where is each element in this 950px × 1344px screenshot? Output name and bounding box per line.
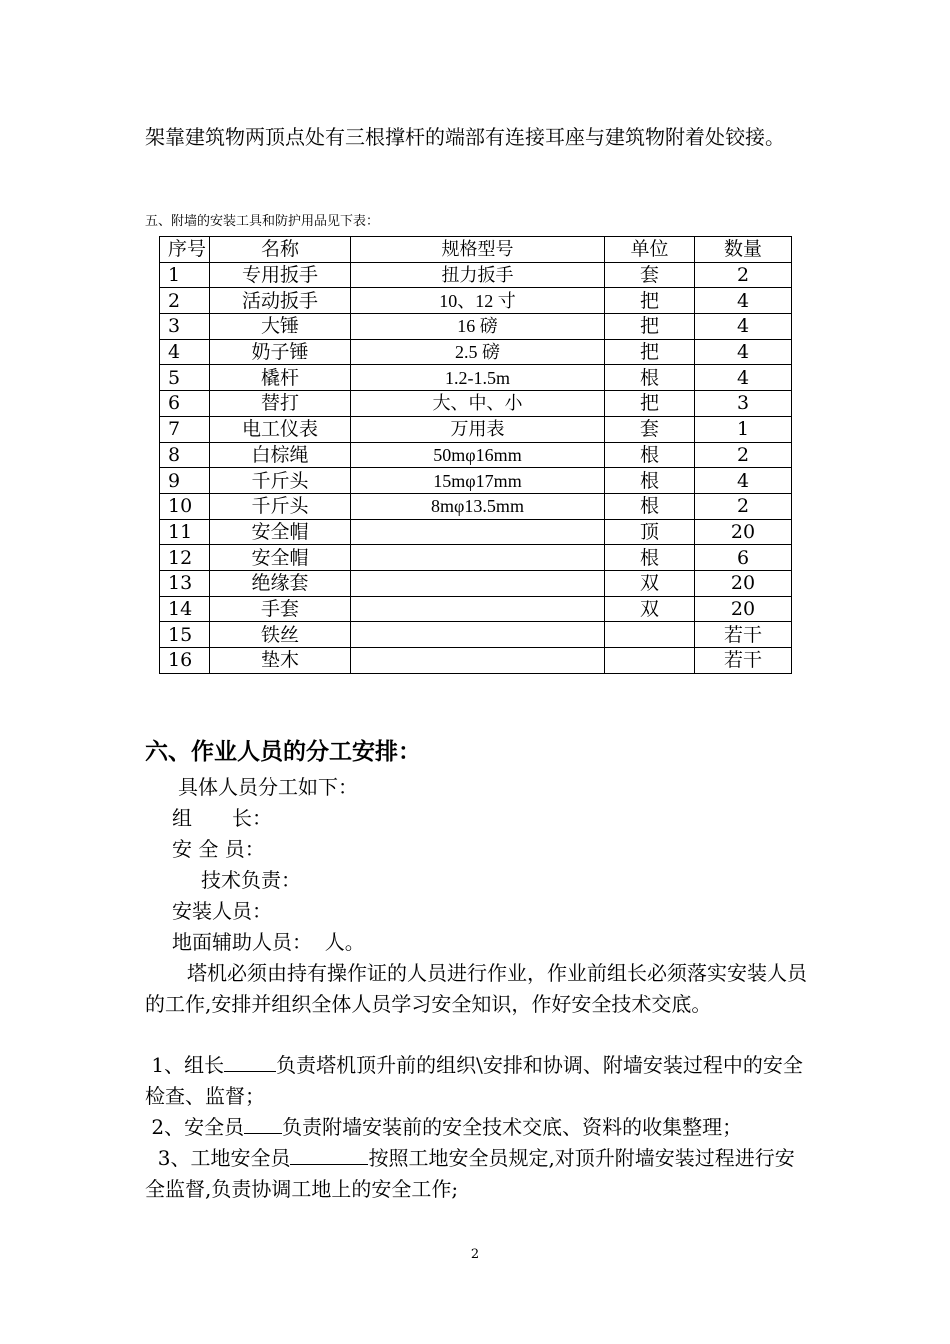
table-cell: 白棕绳 bbox=[210, 442, 351, 468]
table-cell: 4 bbox=[695, 314, 792, 340]
table-cell: 8 bbox=[160, 442, 210, 468]
table-cell: 2 bbox=[160, 288, 210, 314]
duty-2-text: 负责附墙安装前的安全技术交底、资料的收集整理； bbox=[282, 1115, 743, 1139]
table-cell: 50mφ16mm bbox=[351, 442, 605, 468]
table-cell: 专用扳手 bbox=[210, 262, 351, 288]
table-cell: 20 bbox=[695, 519, 792, 545]
table-caption: 五、附墙的安装工具和防护用品见下表： bbox=[145, 214, 380, 229]
table-header-cell: 序号 bbox=[160, 237, 210, 263]
duty-2 bbox=[145, 1112, 810, 1143]
table-cell: 1 bbox=[695, 416, 792, 442]
table-row bbox=[160, 493, 792, 519]
table-row bbox=[160, 365, 792, 391]
table-cell: 万用表 bbox=[351, 416, 605, 442]
duty-3-blank bbox=[290, 1144, 368, 1165]
duty-3 bbox=[145, 1143, 810, 1205]
table-cell: 若干 bbox=[695, 622, 792, 648]
table-cell: 4 bbox=[695, 468, 792, 494]
table-cell: 11 bbox=[160, 519, 210, 545]
table-cell: 20 bbox=[695, 570, 792, 596]
table-row bbox=[160, 570, 792, 596]
table-cell: 15mφ17mm bbox=[351, 468, 605, 494]
duty-2-prefix: 2、安全员 bbox=[151, 1115, 245, 1139]
table-cell: 5 bbox=[160, 365, 210, 391]
table-cell: 13 bbox=[160, 570, 210, 596]
section-title: 六、作业人员的分工安排： bbox=[145, 739, 421, 765]
table-cell: 根 bbox=[605, 545, 695, 571]
table-row bbox=[160, 622, 792, 648]
table-cell: 6 bbox=[160, 391, 210, 417]
table-row bbox=[160, 416, 792, 442]
table-header-cell: 数量 bbox=[695, 237, 792, 263]
table-cell: 替打 bbox=[210, 391, 351, 417]
duty-2-blank bbox=[244, 1113, 282, 1134]
table-cell: 安全帽 bbox=[210, 545, 351, 571]
table-cell: 14 bbox=[160, 596, 210, 622]
table-cell: 奶子锤 bbox=[210, 339, 351, 365]
table-row bbox=[160, 288, 792, 314]
table-cell: 10 bbox=[160, 493, 210, 519]
duty-1-text: 负责塔机顶升前的组织\安排和协调、附墙安装过程中的安全检查、监督； bbox=[145, 1053, 803, 1108]
table-cell: 顶 bbox=[605, 519, 695, 545]
table-cell: 9 bbox=[160, 468, 210, 494]
table-cell: 根 bbox=[605, 365, 695, 391]
table-cell: 大、中、小 bbox=[351, 391, 605, 417]
role-safety: 安 全 员： bbox=[172, 837, 265, 861]
table-cell: 4 bbox=[160, 339, 210, 365]
table-cell: 绝缘套 bbox=[210, 570, 351, 596]
table-row bbox=[160, 648, 792, 674]
role-tech: 技术负责： bbox=[201, 868, 301, 892]
table-row bbox=[160, 262, 792, 288]
table-cell bbox=[351, 570, 605, 596]
duty-3-text: 按照工地安全员规定,对顶升附墙安装过程进行安全监督,负责协调工地上的安全工作; bbox=[145, 1146, 795, 1201]
table-row bbox=[160, 339, 792, 365]
table-cell bbox=[605, 622, 695, 648]
table-cell: 套 bbox=[605, 262, 695, 288]
table-cell: 把 bbox=[605, 314, 695, 340]
table-cell: 手套 bbox=[210, 596, 351, 622]
role-ground: 地面辅助人员： 人。 bbox=[172, 930, 365, 954]
page-number: 2 bbox=[470, 1247, 480, 1262]
table-row bbox=[160, 519, 792, 545]
table-cell: 把 bbox=[605, 339, 695, 365]
table-cell: 铁丝 bbox=[210, 622, 351, 648]
table-header-cell: 名称 bbox=[210, 237, 351, 263]
table-cell: 双 bbox=[605, 570, 695, 596]
table-cell bbox=[351, 545, 605, 571]
table-cell: 把 bbox=[605, 391, 695, 417]
table-cell: 千斤头 bbox=[210, 468, 351, 494]
table-cell: 橇杆 bbox=[210, 365, 351, 391]
table-cell: 若干 bbox=[695, 648, 792, 674]
table-cell: 根 bbox=[605, 468, 695, 494]
table-cell bbox=[351, 622, 605, 648]
table-cell: 套 bbox=[605, 416, 695, 442]
table-row bbox=[160, 468, 792, 494]
table-cell: 扭力扳手 bbox=[351, 262, 605, 288]
duty-1-blank bbox=[224, 1051, 276, 1072]
table-cell: 4 bbox=[695, 339, 792, 365]
table-cell: 活动扳手 bbox=[210, 288, 351, 314]
table-cell: 电工仪表 bbox=[210, 416, 351, 442]
table-cell: 2 bbox=[695, 493, 792, 519]
table-cell: 8mφ13.5mm bbox=[351, 493, 605, 519]
table-cell: 2 bbox=[695, 262, 792, 288]
table-cell: 7 bbox=[160, 416, 210, 442]
role-installers: 安装人员： bbox=[172, 899, 272, 923]
table-cell: 千斤头 bbox=[210, 493, 351, 519]
table-cell: 垫木 bbox=[210, 648, 351, 674]
main-paragraph: 塔机必须由持有操作证的人员进行作业，作业前组长必须落实安装人员的工作,安排并组织全体人员学习安全知识，作好安全技术交底。 bbox=[145, 961, 807, 1016]
table-cell: 4 bbox=[695, 365, 792, 391]
table-cell: 15 bbox=[160, 622, 210, 648]
table-cell: 安全帽 bbox=[210, 519, 351, 545]
role-leader: 组 长： bbox=[172, 806, 272, 830]
table-cell: 双 bbox=[605, 596, 695, 622]
table-cell: 20 bbox=[695, 596, 792, 622]
table-cell: 12 bbox=[160, 545, 210, 571]
table-cell: 大锤 bbox=[210, 314, 351, 340]
table-cell bbox=[351, 596, 605, 622]
table-row bbox=[160, 391, 792, 417]
table-cell: 3 bbox=[695, 391, 792, 417]
duty-1 bbox=[145, 1050, 810, 1112]
duty-1-prefix: 1、组长 bbox=[151, 1053, 225, 1077]
table-row bbox=[160, 545, 792, 571]
table-cell: 16 bbox=[160, 648, 210, 674]
table-row bbox=[160, 314, 792, 340]
table-cell bbox=[351, 519, 605, 545]
tools-table-body bbox=[160, 237, 792, 674]
table-cell: 2 bbox=[695, 442, 792, 468]
table-cell: 根 bbox=[605, 442, 695, 468]
table-header-row bbox=[160, 237, 792, 263]
table-cell: 1 bbox=[160, 262, 210, 288]
table-cell: 根 bbox=[605, 493, 695, 519]
table-row bbox=[160, 442, 792, 468]
tools-table bbox=[159, 236, 792, 674]
table-cell: 2.5 磅 bbox=[351, 339, 605, 365]
table-cell bbox=[605, 648, 695, 674]
table-cell: 6 bbox=[695, 545, 792, 571]
table-cell: 把 bbox=[605, 288, 695, 314]
table-cell: 16 磅 bbox=[351, 314, 605, 340]
table-cell: 1.2-1.5m bbox=[351, 365, 605, 391]
top-paragraph: 架靠建筑物两顶点处有三根撑杆的端部有连接耳座与建筑物附着处铰接。 bbox=[145, 125, 785, 149]
table-header-cell: 单位 bbox=[605, 237, 695, 263]
table-header-cell: 规格型号 bbox=[351, 237, 605, 263]
table-row bbox=[160, 596, 792, 622]
staff-intro: 具体人员分工如下： bbox=[178, 775, 358, 799]
table-cell: 4 bbox=[695, 288, 792, 314]
duty-3-prefix: 3、工地安全员 bbox=[157, 1146, 291, 1170]
table-cell: 3 bbox=[160, 314, 210, 340]
table-cell: 10、12 寸 bbox=[351, 288, 605, 314]
table-cell bbox=[351, 648, 605, 674]
